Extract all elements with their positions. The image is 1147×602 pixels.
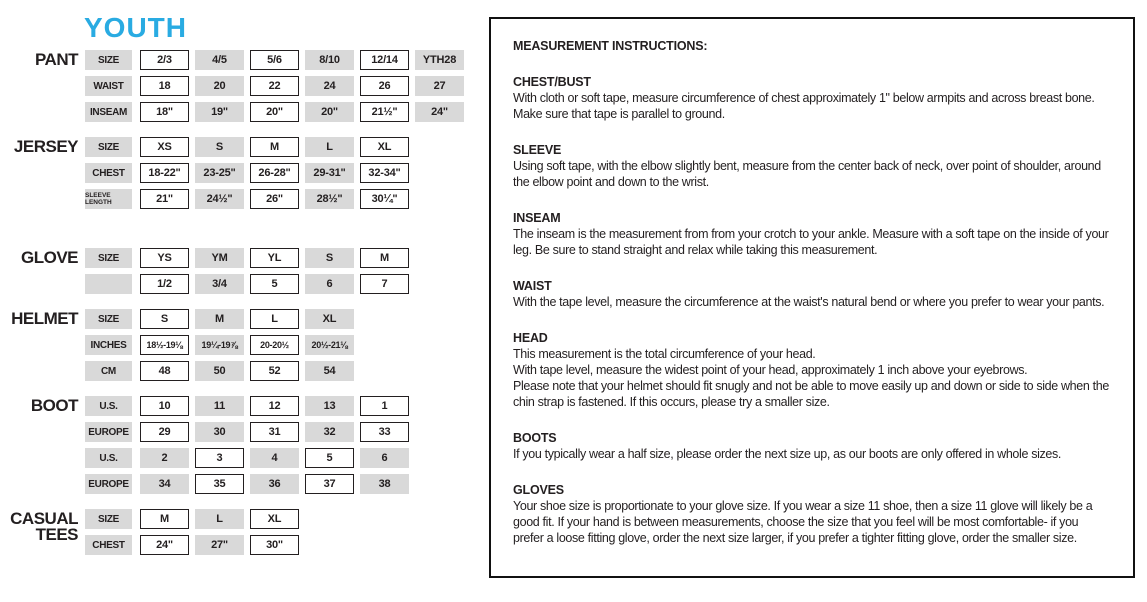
size-row [85, 361, 360, 381]
size-row [85, 309, 360, 329]
instruction-heading: SLEEVE [513, 143, 562, 157]
size-row [85, 274, 415, 294]
size-cell: YS [140, 248, 189, 268]
size-cell: 30" [250, 535, 299, 555]
size-cell: L [305, 137, 354, 157]
size-cell: 30 [195, 422, 244, 442]
size-cell: 36 [250, 474, 299, 494]
size-cell: 5/6 [250, 50, 299, 70]
instruction-heading: CHEST/BUST [513, 75, 591, 89]
size-cell: 6 [305, 274, 354, 294]
instructions-panel [489, 17, 1135, 578]
instruction-heading: INSEAM [513, 211, 561, 225]
section-title-casual-tees: CASUAL TEES [10, 509, 78, 545]
row-label: INCHES [85, 335, 132, 355]
size-cell: 1 [360, 396, 409, 416]
size-row-group [85, 396, 415, 442]
size-cell: 35 [195, 474, 244, 494]
row-label: U.S. [85, 448, 132, 468]
size-cell: 22 [250, 76, 299, 96]
size-cell: 28½" [305, 189, 354, 209]
size-cell: M [360, 248, 409, 268]
size-cell: 10 [140, 396, 189, 416]
size-cell: 13 [305, 396, 354, 416]
size-cell: 30¼" [360, 189, 409, 209]
size-row-group [85, 248, 415, 294]
row-label: CM [85, 361, 132, 381]
size-cell: 8/10 [305, 50, 354, 70]
size-cell: 4 [250, 448, 299, 468]
size-cell: 1/2 [140, 274, 189, 294]
instruction-heading: GLOVES [513, 483, 564, 497]
size-cell: 3 [195, 448, 244, 468]
row-label: SIZE [85, 248, 132, 268]
size-cell: L [250, 309, 299, 329]
size-cell: YM [195, 248, 244, 268]
section-jersey [2, 137, 480, 215]
size-cell: 26" [250, 189, 299, 209]
size-cell: 26-28" [250, 163, 299, 183]
size-row [85, 509, 305, 529]
instruction-line: If you typically wear a half size, please order the next size up, as our boots are only offered in whole sizes. [513, 447, 1062, 461]
size-cell: 18-22" [140, 163, 189, 183]
size-row [85, 535, 305, 555]
section-rows [85, 509, 305, 561]
size-row [85, 189, 415, 209]
size-cell: 50 [195, 361, 244, 381]
size-cell: 54 [305, 361, 354, 381]
size-cell: XL [360, 137, 409, 157]
size-cell: XS [140, 137, 189, 157]
size-row [85, 448, 415, 468]
row-label: U.S. [85, 396, 132, 416]
size-row [85, 422, 415, 442]
size-cell: 4/5 [195, 50, 244, 70]
instruction-section [513, 142, 1111, 190]
instruction-heading: WAIST [513, 279, 552, 293]
size-cell: 24" [140, 535, 189, 555]
row-label: CHEST [85, 535, 132, 555]
size-chart [2, 50, 480, 570]
size-cell: 7 [360, 274, 409, 294]
section-title-helmet: HELMET [11, 309, 78, 328]
row-label [85, 274, 132, 294]
size-cell: S [305, 248, 354, 268]
size-cell: 20 [195, 76, 244, 96]
instruction-section [513, 74, 1111, 122]
size-cell: S [195, 137, 244, 157]
size-cell: 27 [415, 76, 464, 96]
size-cell: 38 [360, 474, 409, 494]
size-cell: 23-25" [195, 163, 244, 183]
section-boot [2, 396, 480, 500]
section-glove [2, 248, 480, 300]
instruction-section [513, 278, 1111, 310]
size-cell: M [250, 137, 299, 157]
size-cell: S [140, 309, 189, 329]
size-cell: 24 [305, 76, 354, 96]
row-label: CHEST [85, 163, 132, 183]
size-cell: 37 [305, 474, 354, 494]
row-label: EUROPE [85, 422, 132, 442]
size-row [85, 248, 415, 268]
size-cell: XL [305, 309, 354, 329]
row-label: WAIST [85, 76, 132, 96]
row-label: EUROPE [85, 474, 132, 494]
size-cell: 19" [195, 102, 244, 122]
section-title-jersey: JERSEY [13, 137, 78, 156]
instruction-line: Your shoe size is proportionate to your glove size. If you wear a size 11 shoe, then a size 11 glove will likely be a good fit. If your hand is between measurements, choose the size that you feel will be most comfortable- if you prefer a loose fitting glove, order the next size larger, if you prefer a tighter fitting glove, order the smaller size. [513, 499, 1093, 545]
size-row-group [85, 50, 470, 122]
instruction-heading: BOOTS [513, 431, 557, 445]
size-row [85, 335, 360, 355]
size-cell: 6 [360, 448, 409, 468]
size-row-group [85, 448, 415, 494]
section-title-pant: PANT [34, 50, 78, 69]
instruction-line: With the tape level, measure the circumference at the waist's natural bend or where you prefer to wear your pants. [513, 295, 1105, 309]
instruction-line: Using soft tape, with the elbow slightly bent, measure from the center back of neck, over point of shoulder, around the elbow point and down to the wrist. [513, 159, 1101, 189]
instruction-line: This measurement is the total circumference of your head. [513, 347, 816, 361]
section-casual-tees [2, 509, 480, 561]
size-cell: 5 [250, 274, 299, 294]
size-row-group [85, 309, 360, 381]
instruction-heading: HEAD [513, 331, 548, 345]
instruction-line: With tape level, measure the widest point of your head, approximately 1 inch above your eyebrows. [513, 363, 1028, 377]
size-cell: 19¼-19⅞ [195, 335, 244, 355]
size-cell: 29-31" [305, 163, 354, 183]
size-cell: 5 [305, 448, 354, 468]
size-cell: 52 [250, 361, 299, 381]
size-cell: 27" [195, 535, 244, 555]
size-cell: 24½" [195, 189, 244, 209]
section-rows [85, 396, 415, 500]
size-cell: YTH28 [415, 50, 464, 70]
row-label: SIZE [85, 309, 132, 329]
size-cell: 2 [140, 448, 189, 468]
size-cell: M [140, 509, 189, 529]
size-cell: M [195, 309, 244, 329]
instruction-section [513, 482, 1111, 546]
instruction-section [513, 210, 1111, 258]
section-helmet [2, 309, 480, 387]
size-cell: 3/4 [195, 274, 244, 294]
size-row-group [85, 137, 415, 209]
size-cell: 12/14 [360, 50, 409, 70]
size-row [85, 102, 470, 122]
section-rows [85, 309, 360, 387]
page-title: YOUTH [84, 12, 187, 43]
size-cell: 20½-21⅛ [305, 335, 354, 355]
size-cell: 33 [360, 422, 409, 442]
size-row [85, 474, 415, 494]
section-title-boot: BOOT [30, 396, 78, 415]
size-cell: 21" [140, 189, 189, 209]
section-rows [85, 137, 415, 215]
size-cell: 24" [415, 102, 464, 122]
size-cell: 11 [195, 396, 244, 416]
size-row [85, 76, 470, 96]
size-cell: 32-34" [360, 163, 409, 183]
size-cell: 2/3 [140, 50, 189, 70]
size-cell: L [195, 509, 244, 529]
size-cell: 20-20½ [250, 335, 299, 355]
size-row [85, 396, 415, 416]
size-cell: 26 [360, 76, 409, 96]
size-cell: 29 [140, 422, 189, 442]
size-cell: 32 [305, 422, 354, 442]
instruction-section [513, 430, 1111, 462]
row-label: SIZE [85, 50, 132, 70]
size-cell: 31 [250, 422, 299, 442]
size-cell: XL [250, 509, 299, 529]
size-cell: YL [250, 248, 299, 268]
size-row [85, 137, 415, 157]
section-title-glove: GLOVE [20, 248, 78, 267]
size-cell: 34 [140, 474, 189, 494]
size-cell: 18½-19⅛ [140, 335, 189, 355]
instruction-line: The inseam is the measurement from from your crotch to your ankle. Measure with a soft tape on the inside of your leg. Be sure to stand straight and relax while taking this measurement. [513, 227, 1109, 257]
section-rows [85, 50, 470, 128]
instruction-line: With cloth or soft tape, measure circumference of chest approximately 1" below armpits and across breast bone. Make sure that tape is parallel to ground. [513, 91, 1095, 121]
size-row [85, 50, 470, 70]
section-rows [85, 248, 415, 300]
size-row [85, 163, 415, 183]
instruction-section [513, 330, 1111, 410]
section-pant [2, 50, 480, 128]
row-label: SIZE [85, 509, 132, 529]
size-row-group [85, 509, 305, 555]
instructions-body [513, 74, 1111, 546]
size-cell: 20" [305, 102, 354, 122]
row-label: SIZE [85, 137, 132, 157]
row-label: SLEEVE LENGTH [85, 189, 132, 209]
size-cell: 18" [140, 102, 189, 122]
row-label: INSEAM [85, 102, 132, 122]
size-cell: 48 [140, 361, 189, 381]
size-cell: 21½" [360, 102, 409, 122]
instruction-line: Please note that your helmet should fit snugly and not be able to move easily up and down or side to side when the chin strap is fastened. If this occurs, please try a smaller size. [513, 379, 1109, 409]
size-cell: 18 [140, 76, 189, 96]
size-cell: 12 [250, 396, 299, 416]
size-cell: 20" [250, 102, 299, 122]
instructions-heading: MEASUREMENT INSTRUCTIONS: [513, 39, 708, 53]
